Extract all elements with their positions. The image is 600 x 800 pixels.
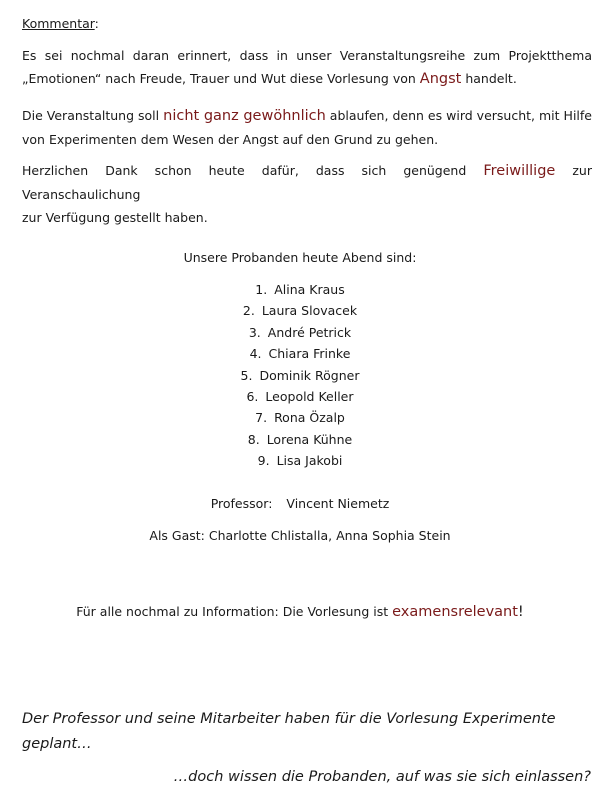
proband-number: 7. — [255, 410, 268, 426]
exam-note — [0, 601, 600, 623]
closing-line-3: …doch wissen die Probanden, auf was sie sich einlassen? — [173, 769, 591, 785]
proband-item — [0, 343, 600, 364]
proband-number: 6. — [246, 388, 259, 404]
proband-number: 5. — [240, 367, 253, 383]
proband-item — [0, 450, 600, 471]
probands-heading: Unsere Probanden heute Abend sind: — [183, 250, 417, 265]
paragraph-thanks-line-1 — [22, 159, 592, 206]
highlight-angst: Angst — [419, 71, 462, 87]
exam-note-exclamation: ! — [517, 604, 524, 620]
proband-item — [0, 279, 600, 300]
highlight-exam-relevant: examensrelevant — [392, 604, 518, 620]
probands-list — [0, 279, 600, 472]
paragraph-event-line-2: von Experimenten dem Wesen der Angst auf den Grund zu gehen. — [22, 132, 439, 147]
guests-line: Als Gast: Charlotte Chlistalla, Anna Sophia Stein — [149, 528, 451, 543]
proband-item — [0, 365, 600, 386]
professor-line — [0, 494, 600, 514]
paragraph-event-text: Die Veranstaltung soll — [22, 108, 164, 123]
proband-name: Laura Slovacek — [261, 303, 358, 319]
paragraph-event-line-1 — [22, 104, 592, 128]
highlight-unusual: nicht ganz gewöhnlich — [163, 108, 326, 124]
proband-name: Lorena Kühne — [266, 431, 353, 447]
paragraph-intro-text: „Emotionen“ nach Freude, Trauer und Wut diese Vorlesung von — [22, 71, 420, 86]
proband-number: 2. — [242, 303, 255, 319]
paragraph-event-text-end: ablaufen, denn es wird versucht, mit Hilfe — [325, 108, 592, 123]
closing-line-1: Der Professor und seine Mitarbeiter haben für die Vorlesung Experimente — [22, 711, 556, 727]
proband-number: 4. — [249, 346, 262, 362]
professor-label: Professor: — [210, 496, 273, 511]
comment-heading — [22, 14, 99, 34]
proband-name: Alina Kraus — [274, 282, 345, 297]
closing-line-2: geplant… — [22, 736, 92, 752]
proband-number: 8. — [247, 431, 260, 447]
proband-name: André Petrick — [267, 324, 352, 340]
professor-name: Vincent Niemetz — [286, 496, 390, 511]
comment-heading-text: Kommentar — [22, 16, 95, 31]
proband-name: Leopold Keller — [265, 388, 354, 404]
paragraph-intro-line-2 — [22, 67, 592, 91]
paragraph-event — [22, 104, 592, 151]
comment-heading-colon: : — [94, 16, 99, 31]
proband-name: Chiara Frinke — [268, 346, 351, 362]
paragraph-intro-text-end: handelt. — [461, 71, 517, 86]
paragraph-thanks-line-2: zur Verfügung gestellt haben. — [22, 210, 208, 225]
paragraph-thanks-text-end: zur Veranschaulichung — [22, 163, 592, 202]
exam-note-text: Für alle nochmal zu Information: Die Vorlesung ist — [76, 604, 393, 619]
proband-item — [0, 322, 600, 343]
paragraph-thanks — [22, 159, 592, 229]
paragraph-thanks-text: Herzlichen Dank schon heute dafür, dass sich genügend — [22, 163, 484, 178]
paragraph-intro — [22, 44, 592, 91]
proband-item — [0, 386, 600, 407]
highlight-volunteers: Freiwillige — [483, 163, 556, 179]
paragraph-intro-line-1: Es sei nochmal daran erinnert, dass in unser Veranstaltungsreihe zum Projektthema — [22, 48, 592, 63]
proband-item — [0, 429, 600, 450]
proband-number: 9. — [257, 453, 270, 469]
proband-item — [0, 407, 600, 428]
proband-name: Dominik Rögner — [259, 367, 360, 383]
proband-number: 1. — [255, 282, 268, 297]
proband-item — [0, 300, 600, 321]
proband-number: 3. — [248, 324, 261, 340]
proband-name: Rona Özalp — [274, 410, 345, 426]
proband-name: Lisa Jakobi — [276, 453, 343, 469]
